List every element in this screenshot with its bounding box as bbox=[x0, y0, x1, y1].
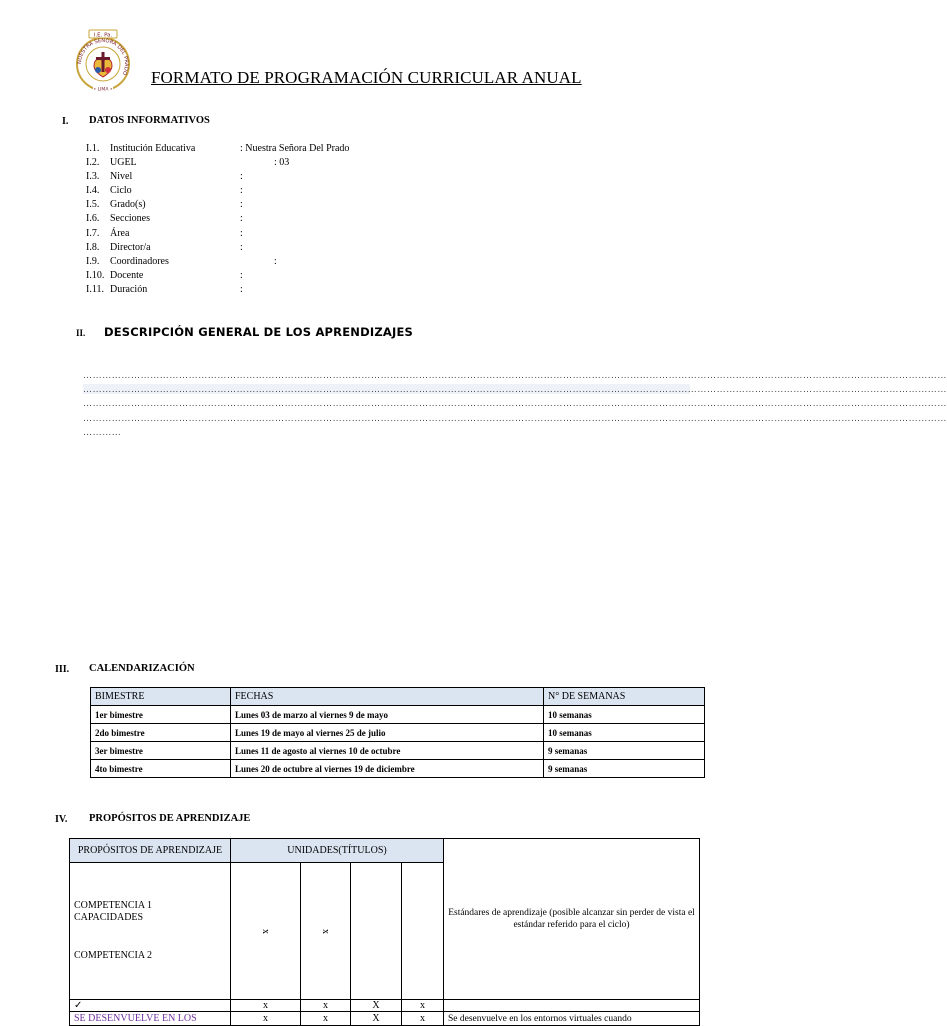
check-mark-cell bbox=[70, 1000, 231, 1012]
info-label: Director/a bbox=[110, 241, 151, 253]
info-label: Duración bbox=[110, 283, 148, 295]
info-label: Institución Educativa bbox=[110, 143, 196, 154]
info-value: : bbox=[240, 199, 243, 211]
calendar-header-row bbox=[91, 688, 705, 706]
calendar-table bbox=[90, 687, 705, 778]
fechas-cell: Lunes 20 de octubre al viernes 19 de diciembre bbox=[231, 760, 544, 778]
info-value: : bbox=[240, 241, 243, 253]
dotted-line: ……………………………………………………………………………………………………………………………………………………………………………………………………………………………………………… bbox=[83, 398, 947, 408]
semanas-cell: 10 semanas bbox=[544, 724, 705, 742]
bimestre-cell: 3er bimestre bbox=[91, 742, 231, 760]
col-header-bimestre: BIMESTRE bbox=[91, 688, 231, 706]
col-header-semanas: N° DE SEMANAS bbox=[544, 688, 705, 706]
section2-number: II. bbox=[76, 328, 86, 338]
unit-cell bbox=[351, 863, 402, 1000]
section4-title: PROPÓSITOS DE APRENDIZAJE bbox=[89, 813, 251, 824]
info-num: I.9. bbox=[86, 255, 100, 267]
info-value: : bbox=[274, 255, 277, 267]
competencia-2-label: COMPETENCIA 2 bbox=[74, 950, 153, 961]
section2-title: DESCRIPCIÓN GENERAL DE LOS APRENDIZAJES bbox=[104, 325, 414, 339]
mark-cell: x bbox=[231, 1000, 301, 1012]
section4-number: IV. bbox=[55, 814, 68, 825]
mark-cell: x bbox=[301, 1012, 351, 1026]
bimestre-cell: 2do bimestre bbox=[91, 724, 231, 742]
info-num: I.2. bbox=[86, 157, 100, 169]
bimestre-cell: 1er bimestre bbox=[91, 706, 231, 724]
info-label: Área bbox=[110, 227, 130, 239]
info-label: Docente bbox=[110, 269, 144, 281]
fechas-cell: Lunes 19 de mayo al viernes 25 de julio bbox=[231, 724, 544, 742]
dotted-line: ……………………………………………………………………………………………………………………………………………………………………………………………………………………………………………… bbox=[83, 384, 947, 394]
semanas-cell: 9 semanas bbox=[544, 742, 705, 760]
info-num: I.10. bbox=[86, 269, 105, 281]
section1-title: DATOS INFORMATIVOS bbox=[89, 115, 210, 126]
info-num: I.6. bbox=[86, 213, 100, 225]
info-num: I.4. bbox=[86, 185, 100, 197]
info-value: : bbox=[240, 185, 243, 197]
semanas-cell: 10 semanas bbox=[544, 706, 705, 724]
info-num: I.11. bbox=[86, 283, 104, 295]
table-row bbox=[91, 742, 705, 760]
unit-mark: x bbox=[260, 928, 271, 934]
check-icon: ✓ bbox=[74, 1000, 83, 1011]
school-logo bbox=[74, 28, 132, 92]
info-num: I.1. bbox=[86, 143, 100, 154]
unit-cell bbox=[231, 863, 301, 1000]
info-value: : bbox=[240, 227, 243, 239]
mark-cell: X bbox=[351, 1012, 402, 1026]
unit-cell bbox=[402, 863, 444, 1000]
semanas-cell: 9 semanas bbox=[544, 760, 705, 778]
fechas-cell: Lunes 11 de agosto al viernes 10 de octubre bbox=[231, 742, 544, 760]
table-row bbox=[91, 724, 705, 742]
empty-cell bbox=[444, 1000, 700, 1012]
capacidades-label: CAPACIDADES bbox=[74, 912, 144, 923]
mark-cell: x bbox=[402, 1012, 444, 1026]
mark-cell: x bbox=[402, 1000, 444, 1012]
info-num: I.7. bbox=[86, 227, 100, 239]
info-value: : Nuestra Señora Del Prado bbox=[240, 143, 350, 154]
unidades-header: UNIDADES(TÍTULOS) bbox=[231, 839, 444, 863]
dotted-line: ………… bbox=[83, 427, 122, 437]
section3-title: CALENDARIZACIÓN bbox=[89, 663, 195, 674]
estandares-cell: Estándares de aprendizaje (posible alcanzar sin perder de vista el estándar referido para el ciclo) bbox=[444, 839, 700, 1000]
dotted-line: ……………………………………………………………………………………………………………………………………………………………………………………………………………………………………………… bbox=[83, 413, 947, 423]
fechas-cell: Lunes 03 de marzo al viernes 9 de mayo bbox=[231, 706, 544, 724]
competencia-1-label: COMPETENCIA 1 bbox=[74, 900, 153, 911]
competencias-cell bbox=[70, 863, 231, 1000]
info-value: : bbox=[240, 171, 243, 183]
table-row bbox=[91, 760, 705, 778]
competency-row bbox=[70, 1012, 700, 1026]
info-label: Grado(s) bbox=[110, 199, 146, 211]
propositos-header: PROPÓSITOS DE APRENDIZAJE bbox=[70, 839, 231, 863]
info-label: Secciones bbox=[110, 213, 150, 225]
propositos-table bbox=[69, 838, 700, 1026]
info-num: I.5. bbox=[86, 199, 100, 211]
competency-description: Se desenvuelve en los entornos virtuales cuando bbox=[444, 1012, 700, 1026]
info-label: Nivel bbox=[110, 171, 133, 183]
table-row bbox=[91, 706, 705, 724]
mark-cell: x bbox=[301, 1000, 351, 1012]
mark-cell: X bbox=[351, 1000, 402, 1012]
info-value: : bbox=[240, 213, 243, 225]
logo-top-text: I.E. Pa. bbox=[93, 32, 113, 39]
logo-ring-text: NUESTRA SEÑORA DEL PRADO bbox=[76, 37, 130, 76]
unit-cell bbox=[301, 863, 351, 1000]
info-label: Ciclo bbox=[110, 185, 132, 197]
info-label: Coordinadores bbox=[110, 255, 169, 267]
col-header-fechas: FECHAS bbox=[231, 688, 544, 706]
document-title: FORMATO DE PROGRAMACIÓN CURRICULAR ANUAL bbox=[151, 68, 582, 87]
info-num: I.8. bbox=[86, 241, 100, 253]
info-value: : 03 bbox=[274, 157, 290, 169]
info-value: : bbox=[240, 283, 243, 295]
mark-cell: x bbox=[231, 1012, 301, 1026]
info-label: UGEL bbox=[110, 157, 137, 169]
check-row bbox=[70, 1000, 700, 1012]
logo-bottom-text: • LIMA • bbox=[93, 87, 113, 92]
section3-number: III. bbox=[55, 664, 70, 675]
section1-number: I. bbox=[62, 116, 69, 127]
propositos-header-row bbox=[70, 839, 700, 863]
dotted-line: ……………………………………………………………………………………………………………………………………………………………………………………………………………………………………………… bbox=[83, 370, 947, 380]
info-value: : bbox=[240, 269, 243, 281]
competency-label: SE DESENVUELVE EN LOS bbox=[70, 1012, 231, 1026]
bimestre-cell: 4to bimestre bbox=[91, 760, 231, 778]
info-num: I.3. bbox=[86, 171, 100, 183]
unit-mark: x bbox=[320, 928, 331, 934]
